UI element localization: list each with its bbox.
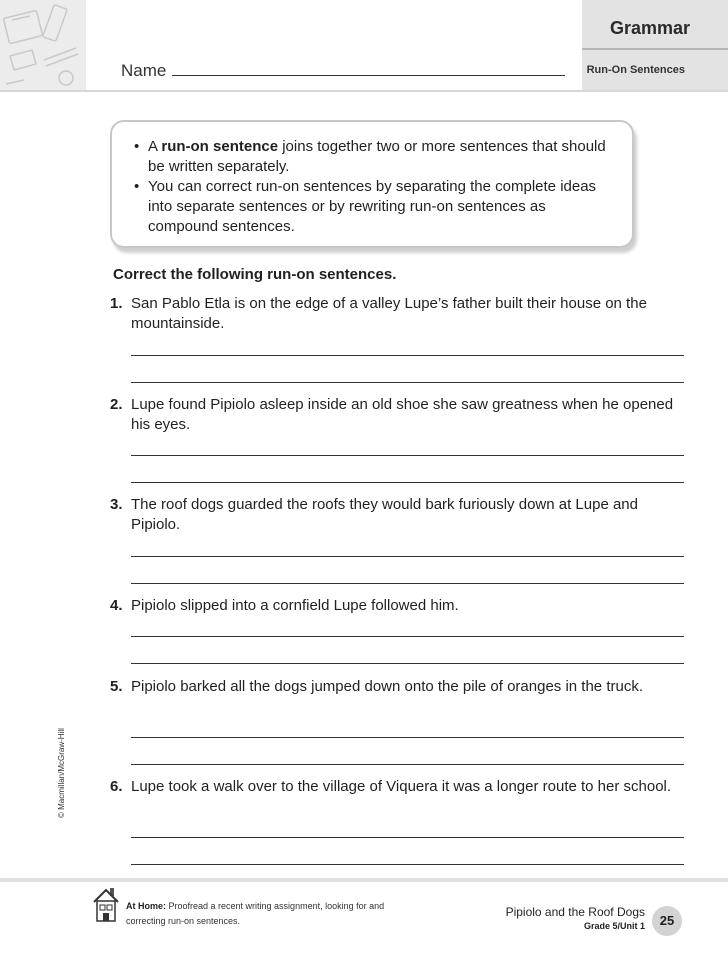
- question-text: Lupe found Pipiolo asleep inside an old shoe she saw greatness when he opened his eyes.: [131, 396, 674, 433]
- story-title: Pipiolo and the Roof Dogs: [505, 905, 645, 919]
- rule-bullet-1-pre: A: [148, 138, 162, 155]
- school-supplies-decoration: [0, 0, 86, 92]
- question-text: Pipiolo barked all the dogs jumped down onto the pile of oranges in the truck.: [131, 678, 643, 695]
- answer-line[interactable]: [131, 355, 684, 356]
- answer-line[interactable]: [131, 382, 684, 383]
- answer-line[interactable]: [131, 663, 684, 664]
- question-text: San Pablo Etla is on the edge of a valley Lupe’s father built their house on the mountainside.: [131, 295, 647, 332]
- answer-line[interactable]: [131, 556, 684, 557]
- answer-line[interactable]: [131, 636, 684, 637]
- at-home-note: [126, 899, 426, 929]
- rule-term: run-on sentence: [161, 138, 279, 155]
- header-divider: [0, 90, 728, 92]
- rule-bullet-2: You can correct run-on sentences by separating the complete ideas into separate sentences or by rewriting run-on sentences as compound sentences.: [148, 178, 597, 235]
- question-number: 3.: [110, 496, 123, 513]
- name-label: Name: [121, 61, 167, 80]
- question-text: Pipiolo slipped into a cornfield Lupe followed him.: [131, 597, 459, 614]
- grade-unit: Grade 5/Unit 1: [583, 921, 645, 931]
- header-band: [0, 0, 728, 92]
- question-number: 4.: [110, 597, 123, 614]
- question-number: 6.: [110, 778, 123, 795]
- at-home-text: Proofread a recent writing assignment, looking for and correcting run-on sentences.: [126, 901, 385, 926]
- answer-line[interactable]: [131, 482, 684, 483]
- page-number: 25: [652, 906, 682, 936]
- answer-line[interactable]: [131, 455, 684, 456]
- header-tab: [582, 0, 728, 92]
- copyright-notice: © Macmillan/McGraw-Hill: [57, 728, 66, 818]
- question-number: 2.: [110, 396, 123, 413]
- name-write-line[interactable]: [172, 75, 565, 76]
- bullet-dot: •: [134, 138, 140, 155]
- question-text: The roof dogs guarded the roofs they would bark furiously down at Lupe and Pipiolo.: [131, 496, 638, 533]
- house-icon: [92, 884, 120, 924]
- answer-line[interactable]: [131, 764, 684, 765]
- question-number: 5.: [110, 678, 123, 695]
- footer-rule: [0, 878, 728, 882]
- at-home-label: At Home:: [126, 901, 166, 911]
- instructions: Correct the following run-on sentences.: [113, 266, 397, 283]
- answer-line[interactable]: [131, 737, 684, 738]
- answer-line[interactable]: [131, 837, 684, 838]
- bullet-dot: •: [134, 178, 140, 195]
- rule-bullet-1-post: joins together two or more sentences that should be written separately.: [148, 138, 606, 175]
- rule-bullet-1: [148, 137, 618, 177]
- section-rule: [582, 48, 728, 50]
- answer-line[interactable]: [131, 583, 684, 584]
- answer-line[interactable]: [131, 864, 684, 865]
- topic-label: Run-On Sentences: [586, 64, 685, 76]
- question-text: Lupe took a walk over to the village of Viquera it was a longer route to her school.: [131, 778, 672, 795]
- question-number: 1.: [110, 295, 123, 312]
- section-title: Grammar: [609, 18, 690, 38]
